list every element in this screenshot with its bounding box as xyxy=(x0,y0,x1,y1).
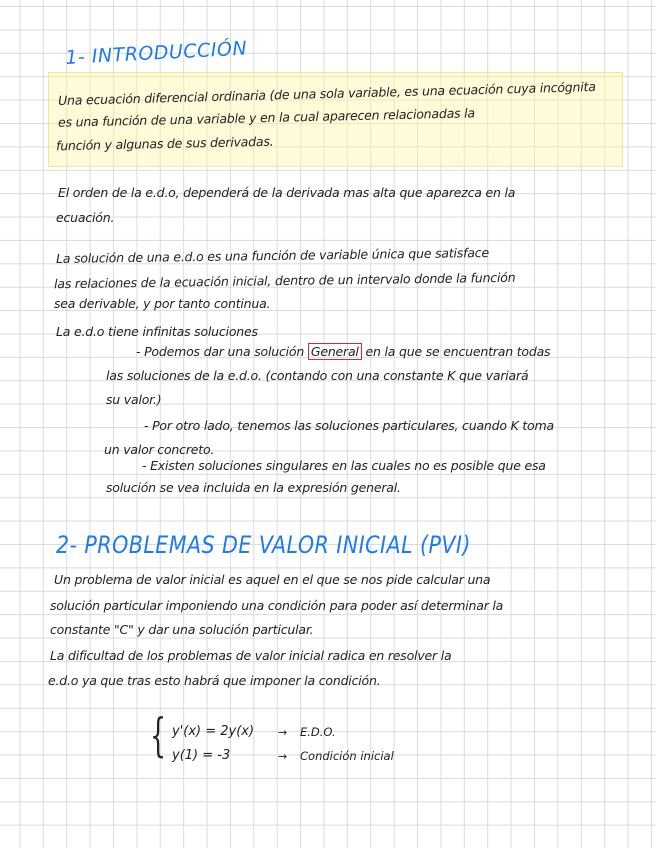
initial-condition-equation: y(1) = -3 xyxy=(172,748,231,763)
bullet-singular-line-1: - Existen soluciones singulares en las cuales no es posible que esa xyxy=(142,458,546,473)
definition-line-3: función y algunas de sus derivadas. xyxy=(55,133,274,154)
section-2-heading: 2- PROBLEMAS DE VALOR INICIAL (PVI) xyxy=(56,531,471,559)
pvi-line-3: constante "C" y dar una solución particular. xyxy=(50,622,314,637)
definition-line-2: es una función de una variable y en la cual aparecen relacionadas la xyxy=(57,105,476,130)
section-1-heading: 1- INTRODUCCIÓN xyxy=(64,37,248,69)
pvi-line-2: solución particular imponiendo una condición para poder así determinar la xyxy=(50,598,504,613)
infinite-solutions-title: La e.d.o tiene infinitas soluciones xyxy=(56,324,258,339)
bullet-general-line-3: su valor.) xyxy=(106,392,162,407)
bullet-general-text-after: en la que se encuentran todas xyxy=(365,344,551,359)
bullet-general-line-2: las soluciones de la e.d.o. (contando con una constante K que variará xyxy=(106,368,529,383)
pvi-line-1: Un problema de valor inicial es aquel en el que se nos pide calcular una xyxy=(54,572,491,587)
definition-line-1: Una ecuación diferencial ordinaria (de una sola variable, es una ecuación cuya incógnita xyxy=(57,78,596,109)
bullet-general-line-1 xyxy=(136,344,550,359)
curly-brace: { xyxy=(150,708,167,762)
order-line-1: El orden de la e.d.o, dependerá de la derivada mas alta que aparezca en la xyxy=(58,185,516,200)
bullet-particular-line-2: un valor concreto. xyxy=(104,442,215,457)
arrow-right-icon: → xyxy=(278,750,288,763)
differential-equation: y'(x) = 2y(x) xyxy=(172,724,255,739)
arrow-right-icon: → xyxy=(278,726,288,739)
solution-line-3: sea derivable, y por tanto continua. xyxy=(54,296,271,311)
initial-condition-label: Condición inicial xyxy=(300,749,394,763)
bullet-particular-line-1: - Por otro lado, tenemos las soluciones particulares, cuando K toma xyxy=(144,418,554,433)
solution-line-2: las relaciones de la ecuación inicial, dentro de un intervalo donde la función xyxy=(53,269,516,292)
general-boxed-word: General xyxy=(308,343,362,360)
edo-label: E.D.O. xyxy=(300,725,336,739)
bullet-singular-line-2: solución se vea incluida en la expresión general. xyxy=(106,480,401,495)
order-line-2: ecuación. xyxy=(56,210,115,225)
pvi-line-4: La dificultad de los problemas de valor inicial radica en resolver la xyxy=(50,648,452,663)
bullet-general-text-before: - Podemos dar una solución xyxy=(136,344,305,359)
equation-system xyxy=(150,708,450,770)
pvi-line-5: e.d.o ya que tras esto habrá que imponer la condición. xyxy=(48,673,381,688)
solution-line-1: La solución de una e.d.o es una función de variable única que satisface xyxy=(55,244,490,267)
